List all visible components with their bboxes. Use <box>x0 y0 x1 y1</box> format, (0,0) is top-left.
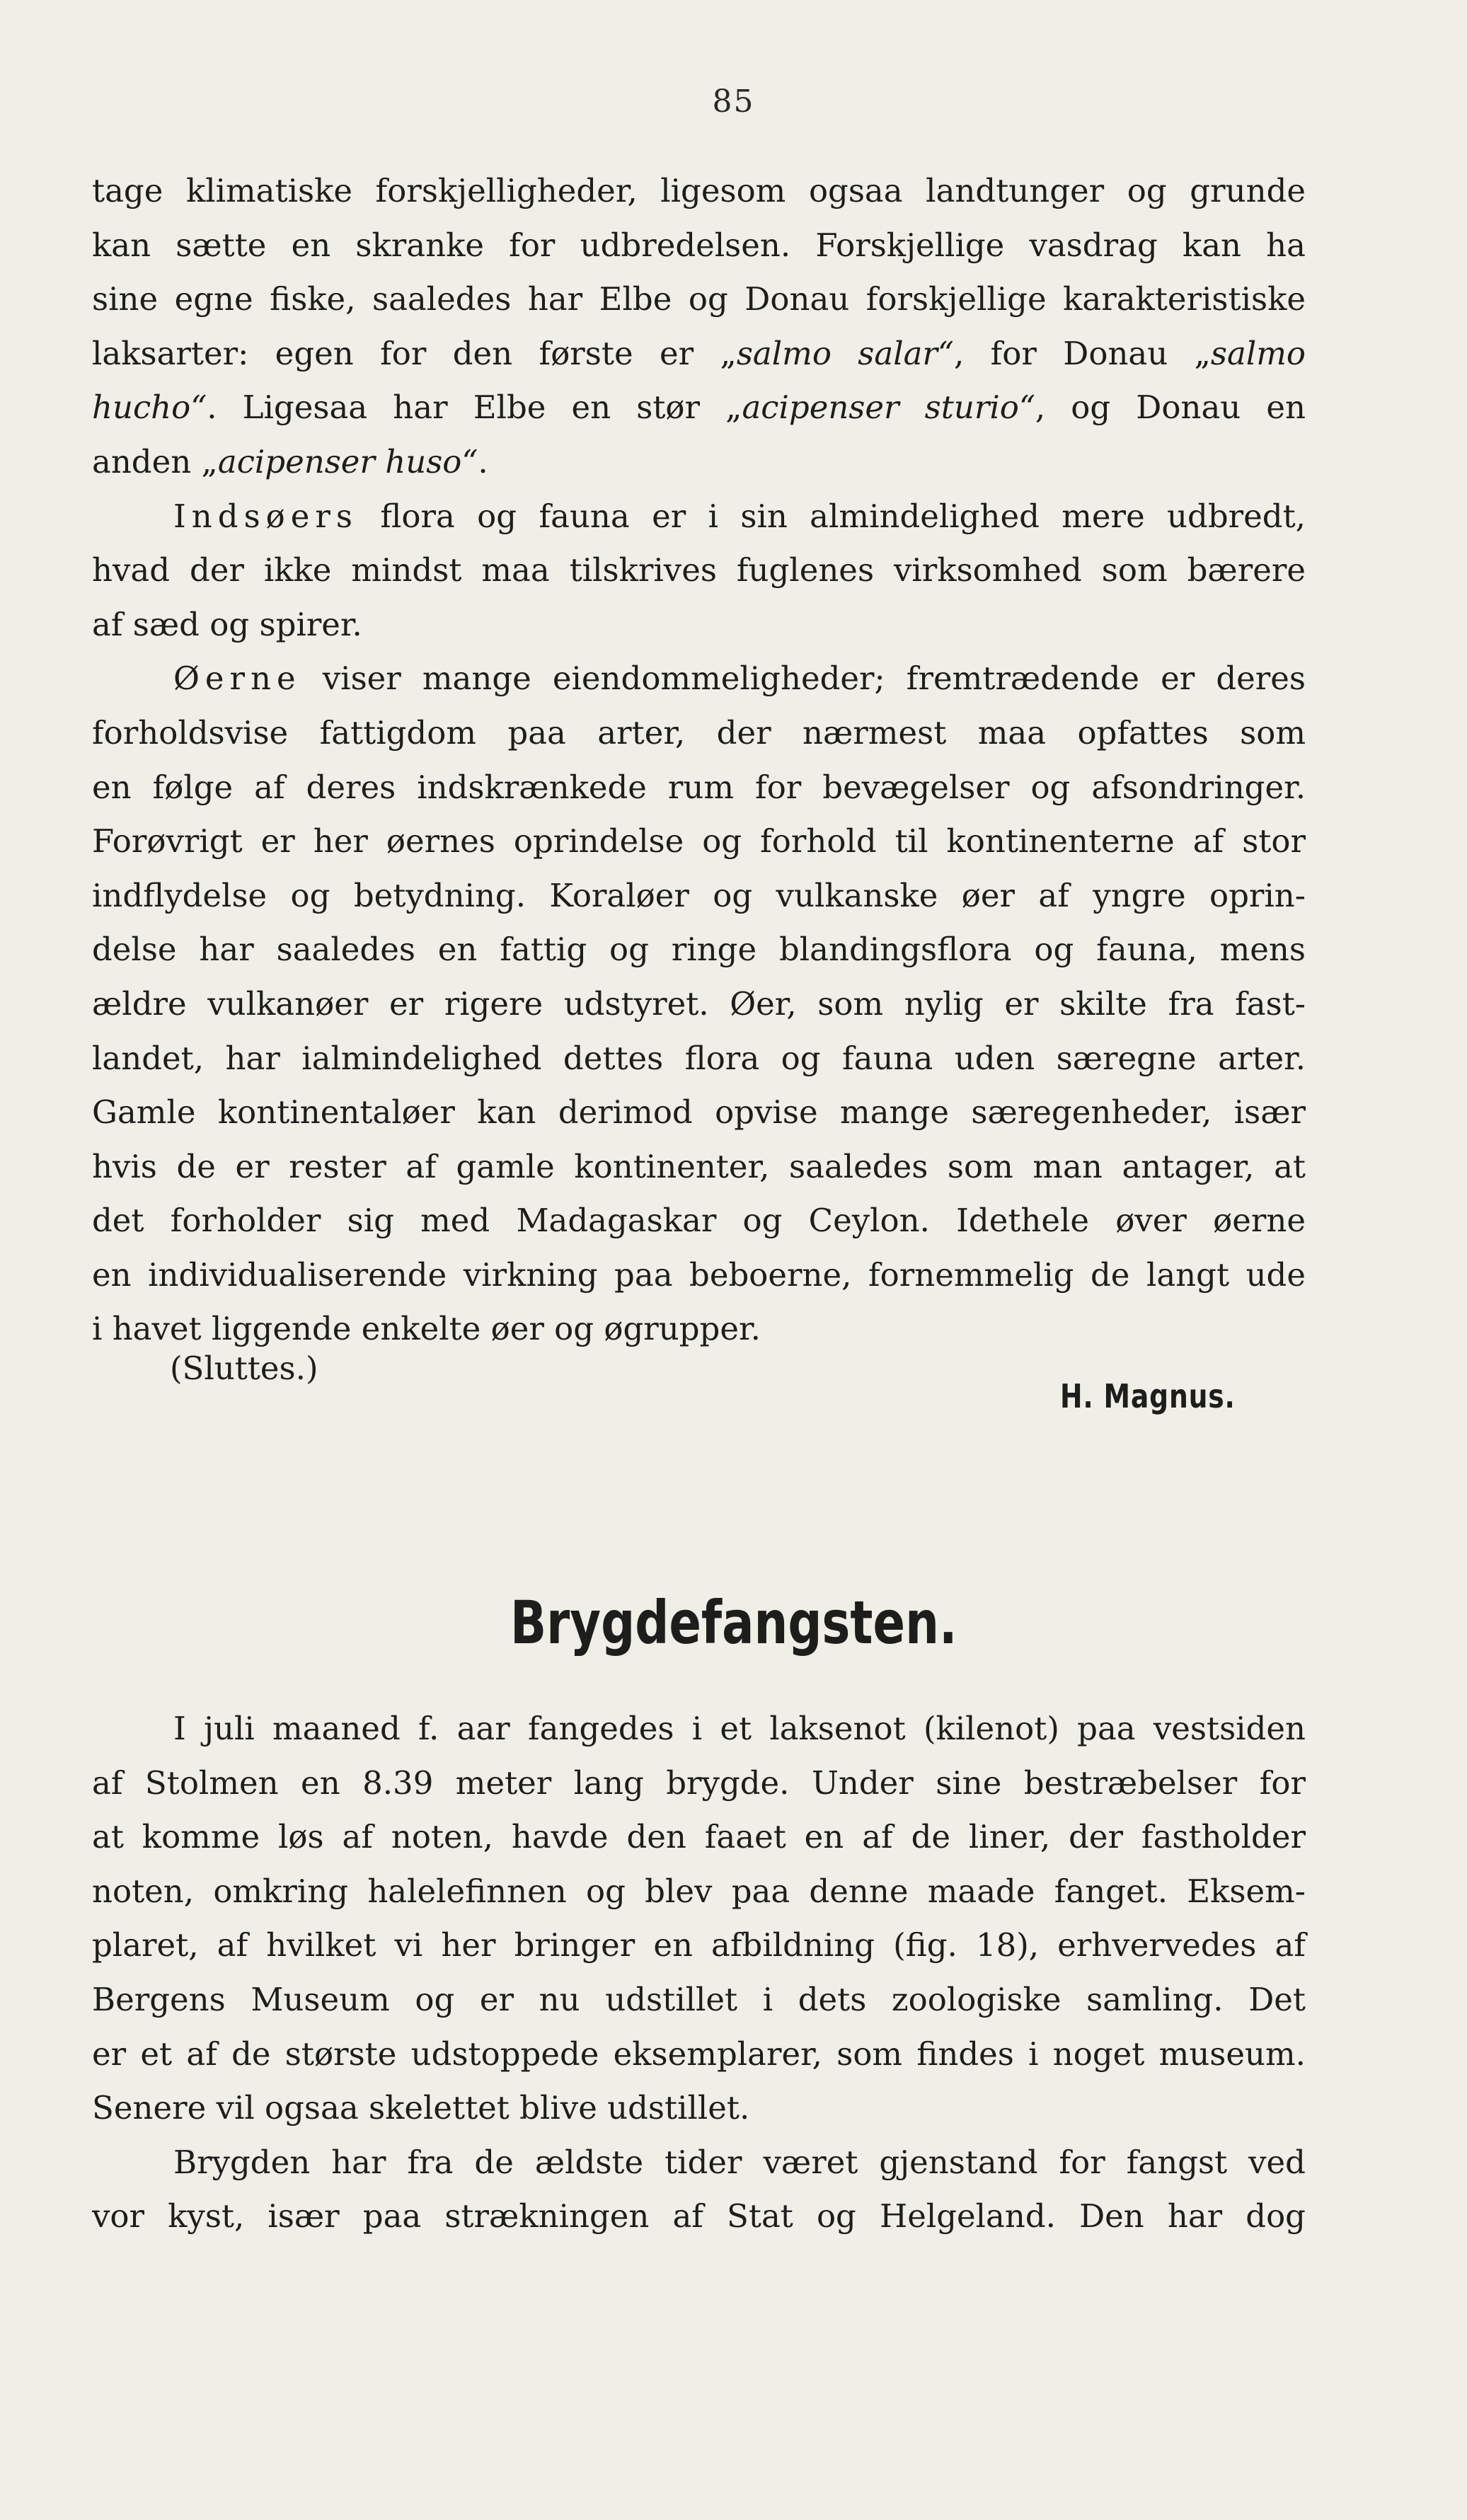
text-line: hucho“. Ligesaa har Elbe en stør „acipenser sturio“, og Donau en <box>92 389 1306 427</box>
text-line: at komme løs af noten, havde den faaet en af de liner, der fastholder <box>92 1818 1306 1856</box>
text-line: Senere vil ogsaa skelettet blive udstillet. <box>92 2089 750 2127</box>
article-title-text: Brygdefangsten. <box>510 1588 957 1657</box>
text-fragment: viser mange eiendommeligheder; fremtrædende er deres <box>322 660 1306 698</box>
text-line: vor kyst, især paa strækningen af Stat og Helgeland. Den har dog <box>92 2197 1306 2236</box>
text-line: af Stolmen en 8.39 meter lang brygde. Under sine bestræbelser for <box>92 1764 1306 1802</box>
text-line: hvad der ikke mindst maa tilskrives fuglenes virksomhed som bærere <box>92 551 1306 589</box>
text-line: en følge af deres indskrænkede rum for bevægelser og afsondringer. <box>92 768 1306 806</box>
closing-note: (Sluttes.) <box>170 1350 318 1387</box>
text-line: en individualiserende virkning paa beboerne, fornemmelig de langt ude <box>92 1255 1306 1294</box>
page-number: 85 <box>712 84 755 120</box>
spaced-lead-word: Indsøers <box>173 497 358 535</box>
text-line: indflydelse og betydning. Koraløer og vulkanske øer af yngre oprin- <box>92 876 1306 914</box>
text-line: laksarter: egen for den første er „salmo salar“, for Donau „salmo <box>92 334 1306 372</box>
author-signature: H. Magnus. <box>1060 1377 1236 1415</box>
paragraph-first-line: I juli maaned f. aar fangedes i et laksenot (kilenot) paa vestsiden <box>173 1710 1306 1747</box>
text-line: af sæd og spirer. <box>92 605 362 643</box>
spaced-lead-word: Øerne <box>173 660 301 698</box>
text-line: Forøvrigt er her øernes oprindelse og forhold til kontinenterne af stor <box>92 822 1306 861</box>
article-body <box>92 1702 1306 2244</box>
text-line: landet, har ialmindelighed dettes flora og fauna uden særegne arter. <box>92 1039 1306 1077</box>
text-line: hvis de er rester af gamle kontinenter, saaledes som man antager, at <box>92 1147 1306 1185</box>
text-line: delse har saaledes en fattig og ringe blandingsflora og fauna, mens <box>92 931 1306 969</box>
paragraph-first-line <box>92 490 1306 544</box>
text-line: kan sætte en skranke for udbredelsen. Forskjellige vasdrag kan ha <box>92 226 1306 264</box>
text-line: er et af de største udstoppede eksemplarer, som findes i noget museum. <box>92 2035 1306 2073</box>
text-line: i havet liggende enkelte øer og øgrupper. <box>92 1310 761 1348</box>
paragraph-first-line <box>92 652 1306 706</box>
text-line: sine egne fiske, saaledes har Elbe og Donau forskjellige karakteristiske <box>92 280 1306 318</box>
text-line: Bergens Museum og er nu udstillet i dets zoologiske samling. Det <box>92 1980 1306 2018</box>
text-line: ældre vulkanøer er rigere udstyret. Øer, som nylig er skilte fra fast- <box>92 984 1306 1023</box>
text-line: forholdsvise fattigdom paa arter, der nærmest maa opfattes som <box>92 713 1306 752</box>
section-text <box>92 164 1306 1357</box>
text-line: noten, omkring halelefinnen og blev paa denne maade fanget. Eksem- <box>92 1872 1306 1910</box>
text-line: Gamle kontinentaløer kan derimod opvise mange særegenheder, især <box>92 1093 1306 1132</box>
paragraph-first-line: Brygden har fra de ældste tider været gjenstand for fangst ved <box>173 2143 1306 2181</box>
text-line: det forholder sig med Madagaskar og Ceylon. Idethele øver øerne <box>92 1202 1306 1240</box>
text-line: anden „acipenser huso“. <box>92 442 488 481</box>
text-line: plaret, af hvilket vi her bringer en afbildning (fig. 18), erhvervedes af <box>92 1926 1306 1964</box>
article-title <box>0 1584 1467 1662</box>
text-line: tage klimatiske forskjelligheder, ligesom ogsaa landtunger og grunde <box>92 172 1306 209</box>
text-fragment: flora og fauna er i sin almindelighed mere udbredt, <box>380 497 1306 535</box>
